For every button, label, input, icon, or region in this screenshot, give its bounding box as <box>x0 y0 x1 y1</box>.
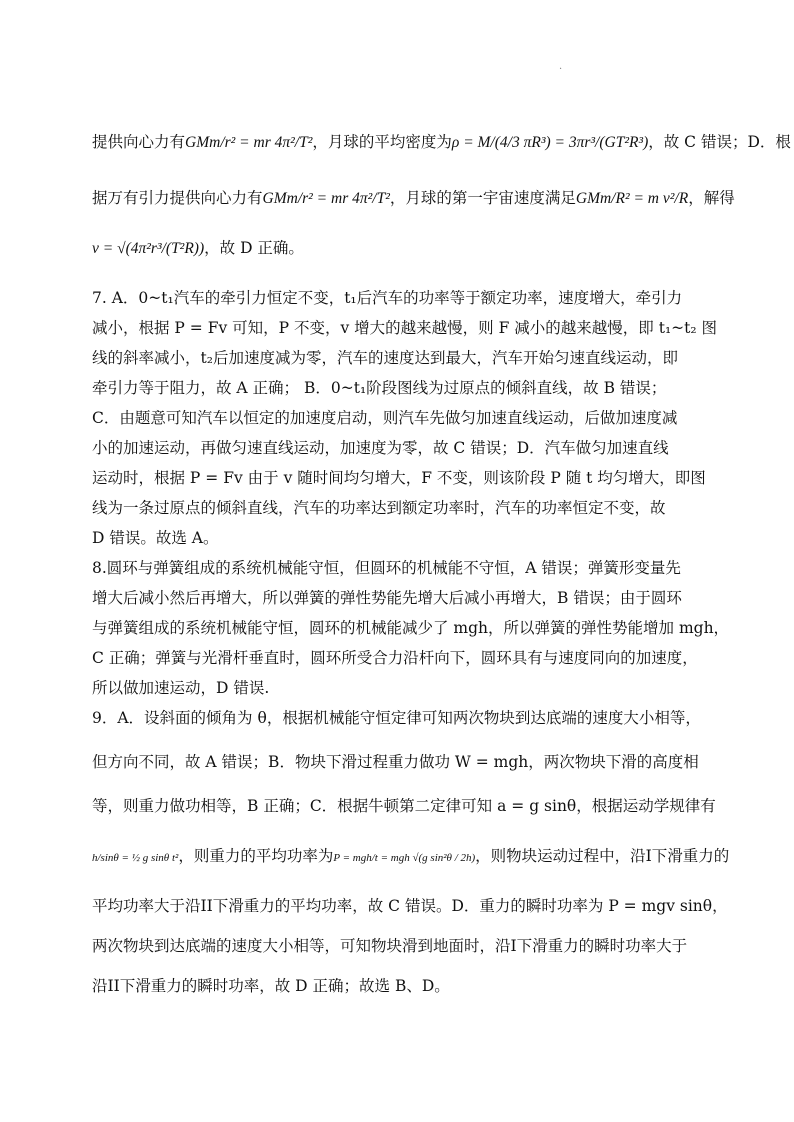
text-line: 减小，根据 P = Fv 可知，P 不变，v 增大的越来越慢，则 F 减小的越来越慢，即 t₁~t₂ 图 <box>92 319 718 337</box>
text-line: 所以做加速运动，D 错误. <box>92 679 270 697</box>
text-line: C．由题意可知汽车以恒定的加速度启动，则汽车先做匀加速直线运动，后做加速度减 <box>92 409 678 427</box>
text-line: C 正确；弹簧与光滑杆垂直时，圆环所受合力沿杆向下，圆环具有与速度同向的加速度， <box>92 649 698 667</box>
text-segment: 提供向心力有 <box>92 133 186 151</box>
text-segment: ，月球的平均密度为 <box>312 133 452 151</box>
corner-mark: · <box>559 64 563 75</box>
text-line: 7. A．0~t₁汽车的牵引力恒定不变，t₁后汽车的功率等于额定功率，速度增大，牵引力 <box>92 289 683 307</box>
text-line: 等，则重力做功相等，B 正确；C．根据牛顿第二定律可知 a = g sinθ，根据运动学规律有 <box>92 797 716 815</box>
formula: h/sinθ = ½ g sinθ t² <box>92 852 179 864</box>
text-line: 与弹簧组成的系统机械能守恒，圆环的机械能减少了 mgh，所以弹簧的弹性势能增加 mgh， <box>92 619 730 637</box>
text-line: 沿II下滑重力的瞬时功率，故 D 正确；故选 B、D。 <box>92 977 450 995</box>
text-segment: ，解得 <box>688 189 735 207</box>
text-line: D 错误。故选 A。 <box>92 529 219 547</box>
text-line <box>92 188 735 209</box>
text-segment: ，则物块运动过程中，沿I下滑重力的 <box>475 847 730 865</box>
formula: ρ = M/(4/3 πR³) = 3πr³/(GT²R³) <box>451 134 649 151</box>
text-line: 运动时，根据 P = Fv 由于 v 随时间均匀增大，F 不变，则该阶段 P 随 t 均匀增大，即图 <box>92 469 706 487</box>
text-line: 线为一条过原点的倾斜直线，汽车的功率达到额定功率时，汽车的功率恒定不变，故 <box>92 499 666 517</box>
formula: GMm/r² = mr 4π²/T² <box>262 190 390 207</box>
text-segment: ，则重力的平均功率为 <box>178 847 334 865</box>
text-segment: ，月球的第一宇宙速度满足 <box>389 189 576 207</box>
text-line <box>92 846 729 868</box>
formula: P = mgh/t = mgh √(g sin²θ / 2h) <box>333 852 476 864</box>
formula: v = √(4π²r³/(T²R)) <box>92 240 205 257</box>
text-line <box>92 238 304 259</box>
text-line: 两次物块到达底端的速度大小相等，可知物块滑到地面时，沿I下滑重力的瞬时功率大于 <box>92 937 688 955</box>
text-line: 8.圆环与弹簧组成的系统机械能守恒，但圆环的机械能不守恒，A 错误；弹簧形变量先 <box>92 559 681 577</box>
text-line: 牵引力等于阻力，故 A 正确； B．0~t₁阶段图线为过原点的倾斜直线，故 B 错误； <box>92 379 667 397</box>
text-line: 小的加速运动，再做匀速直线运动，加速度为零，故 C 错误；D．汽车做匀加速直线 <box>92 439 669 457</box>
text-segment: 据万有引力提供向心力有 <box>92 189 263 207</box>
formula: GMm/r² = mr 4π²/T² <box>185 134 313 151</box>
formula: GMm/R² = m v²/R <box>575 190 689 207</box>
text-line: 但方向不同，故 A 错误；B．物块下滑过程重力做功 W = mgh，两次物块下滑的高度相 <box>92 753 699 771</box>
text-segment: ，故 D 正确。 <box>204 239 304 257</box>
text-line: 线的斜率减小，t₂后加速度减为零，汽车的速度达到最大，汽车开始匀速直线运动，即 <box>92 349 678 367</box>
text-line <box>92 132 791 153</box>
text-line: 增大后减小然后再增大，所以弹簧的弹性势能先增大后减小再增大，B 错误；由于圆环 <box>92 589 682 607</box>
text-line: 平均功率大于沿II下滑重力的平均功率，故 C 错误。D．重力的瞬时功率为 P = mgv sinθ， <box>92 897 728 915</box>
text-segment: ，故 C 错误；D．根 <box>648 133 791 151</box>
text-line: 9．A．设斜面的倾角为 θ，根据机械能守恒定律可知两次物块到达底端的速度大小相等， <box>92 709 701 727</box>
